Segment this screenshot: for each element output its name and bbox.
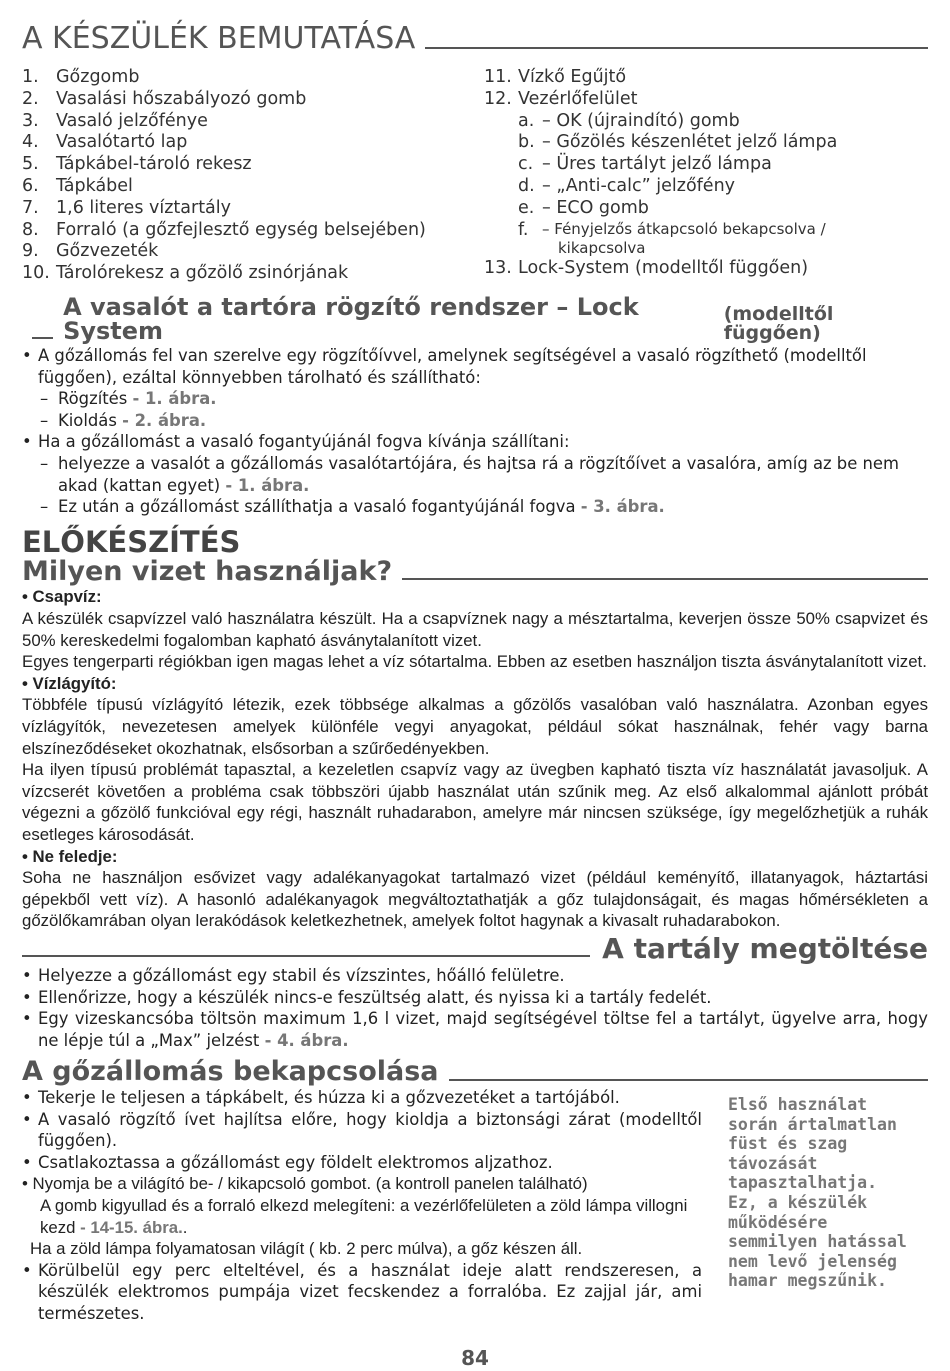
parts-right-column (484, 67, 928, 285)
list-item: • Körülbelül egy perc elteltével, és a használat ideje alatt rendszeresen, a készülék elektromos pumpája vizet fecskendez a forralóba. Ez zajjal jár, ami természetes. (22, 1260, 702, 1323)
list-item: 13. Lock-System (modelltől függően) (484, 257, 809, 278)
lock-system-heading: A vasalót a tartóra rögzítő rendszer – Lock System (modelltől függően) (22, 295, 928, 343)
sub-item: a. – OK (újraindító) gomb (518, 110, 740, 131)
list-item: 6. Tápkábel (22, 175, 133, 196)
list-item: 10. Tárolórekesz a gőzölő zsinórjának (22, 263, 349, 284)
heading-rule (22, 955, 590, 957)
list-item: 3. Vasaló jelzőfénye (22, 110, 208, 131)
list-item: • Ha a gőzállomást a vasaló fogantyújánál fogva kívánja szállítani: (22, 432, 570, 452)
lock-system-text (22, 345, 928, 518)
list-item: 2. Vasalási hőszabályozó gomb (22, 88, 307, 109)
softener-heading: • Vízlágyító: (22, 673, 117, 693)
list-item: 4. Vasalótartó lap (22, 132, 188, 153)
parts-left-column (22, 67, 484, 285)
sub-item: b. – Gőzölés készenlétet jelző lámpa (518, 132, 838, 153)
title-text: A KÉSZÜLÉK BEMUTATÁSA (22, 21, 416, 56)
list-item: • Csatlakoztassa a gőzállomást egy földelt elektromos aljzathoz. (22, 1152, 553, 1172)
sub-item: c. – Üres tartályt jelző lámpa (518, 154, 772, 175)
water-question-heading: Milyen vizet használjak? (22, 557, 928, 587)
list-item: • A vasaló rögzítő ívet hajlítsa előre, hogy kioldja a biztonsági zárat (modelltől függően). (22, 1109, 702, 1151)
power-on-section (22, 1087, 928, 1325)
list-item: 11. Vízkő Egűjtő (484, 67, 627, 87)
list-item: 8. Forraló (a gőzfejlesztő egység belsejében) (22, 219, 426, 240)
preparation-title: ELŐKÉSZÍTÉS (22, 524, 241, 559)
fill-tank-steps (22, 965, 928, 1051)
fill-tank-heading: A tartály megtöltése (22, 932, 928, 965)
paragraph: A készülék csapvízzel való használatra készült. Ha a csapvíznek nagy a mésztartalma, keverjen össze 50% csapvizet és 50% kereskedelmi fogalomban kapható ásványtalanított vizet. (22, 609, 928, 650)
list-item: 5. Tápkábel-tároló rekesz (22, 154, 252, 175)
list-item: 7. 1,6 literes víztartály (22, 197, 231, 218)
list-item: – Rögzítés - 1. ábra. (40, 389, 217, 409)
list-item: 9. Gőzvezeték (22, 241, 159, 262)
sub-item: e. – ECO gomb (518, 197, 649, 218)
first-use-note: Első használat során ártalmatlan füst és szag távozását tapasztalhatja. Ez, a készülék működésére semmilyen hatással nem levő jelenség hamar megszűnik. (728, 1094, 907, 1291)
list-item: • Ellenőrizze, hogy a készülék nincs-e feszültség alatt, és nyissa ki a tartály fedelét. (22, 987, 712, 1007)
list-item: 12. Vezérlőfelület (484, 88, 638, 109)
list-item: • Nyomja be a világító be- / kikapcsoló gombot. (a kontroll panelen található) A gomb kigyullad és a forraló elkezd melegíteni: a vezérlőfelületen a zöld lámpa villogni kezd - 14-15. ábra.. Ha a zöld lámpa folyamatosan világít ( kb. 2 perc múlva), a gőz készen áll. (22, 1174, 688, 1259)
heading-rule (402, 578, 928, 580)
page-number: 84 (461, 1346, 489, 1370)
section-title (22, 22, 928, 55)
reminder-heading: • Ne feledje: (22, 846, 118, 866)
list-item: 1. Gőzgomb (22, 67, 140, 87)
list-item: – Kioldás - 2. ábra. (40, 410, 207, 430)
parts-list (22, 67, 928, 285)
manual-page (22, 22, 928, 1325)
list-item: • Egy vizeskancsóba töltsön maximum 1,6 l vizet, majd segítségével töltse fel a tartályt, ügyelve arra, hogy ne lépje túl a „Max” jelzést - 4. ábra. (22, 1009, 928, 1050)
title-rule (425, 47, 928, 49)
sub-item: d. – „Anti-calc” jelzőfény (518, 175, 736, 196)
paragraph: Egyes tengerparti régiókban igen magas lehet a víz sótartalma. Ebben az esetben használjon tiszta ásványtalanított vizet. (22, 652, 927, 672)
list-item: • A gőzállomás fel van szerelve egy rögzítőívvel, amelynek segítségével a vasaló rögzíthető (modelltől függően), ezáltal könnyebben tárolható és szállítható: (22, 345, 867, 387)
list-item: – helyezze a vasalót a gőzállomás vasalótartójára, és hajtsa rá a rögzítőívet a vasalóra, amíg az be nem akad (kattan egyet) - 1. ábra. (40, 453, 899, 495)
water-section (22, 586, 928, 932)
paragraph: Ha ilyen típusú problémát tapasztal, a kezeletlen csapvíz vagy az üvegben kapható tiszta víz használatát javasoljuk. A vízcserét követően a probléma csak többszöri újabb használat után szűnik meg. Az első alkalommal ajánlott próbát végezni a gőzölő funkcióval egy régi, használt ruhadarabon, amelyre már nincsen szüksége, így megelőzhetjük a ruhák esetleges károsodását. (22, 760, 928, 844)
sub-item: f. – Fényjelzős átkapcsoló bekapcsolva / kikapcsolva (518, 219, 826, 257)
paragraph: Többféle típusú vízlágyító létezik, ezek többsége alkalmas a gőzölős vasalóban való használatra. Azonban egyes vízlágyítók, nevezetesen amelyek különféle vegyi anyagokat, például sókat használnak, fehér vagy barna elszíneződéseket okozhatnak, elsősorban a szűrőedényekben. (22, 695, 928, 758)
list-item: • Tekerje le teljesen a tápkábelt, és húzza ki a gőzvezetéket a tartójából. (22, 1087, 620, 1107)
power-on-steps (22, 1087, 702, 1325)
power-on-heading: A gőzállomás bekapcsolása (22, 1057, 928, 1087)
tap-water-heading: • Csapvíz: (22, 587, 102, 607)
paragraph: Soha ne használjon esővizet vagy adalékanyagokat tartalmazó vizet (például keményítő, illatanyagok, háztartási gépekből vett víz). A hasonló adalékanyagok megváltoztathatják a gőz tulajdonságait, és magas hőmérsékleten a gőzölőkamrában olyan lerakódások keletkezhetnek, amelyek foltot hagynak a kivasalt ruhadarabokon. (22, 868, 928, 931)
list-item: – Ez után a gőzállomást szállíthatja a vasaló fogantyújánál fogva - 3. ábra. (40, 497, 665, 517)
list-item: • Helyezze a gőzállomást egy stabil és vízszintes, hőálló felületre. (22, 965, 565, 985)
heading-rule (449, 1079, 928, 1081)
heading-dash (32, 337, 53, 339)
